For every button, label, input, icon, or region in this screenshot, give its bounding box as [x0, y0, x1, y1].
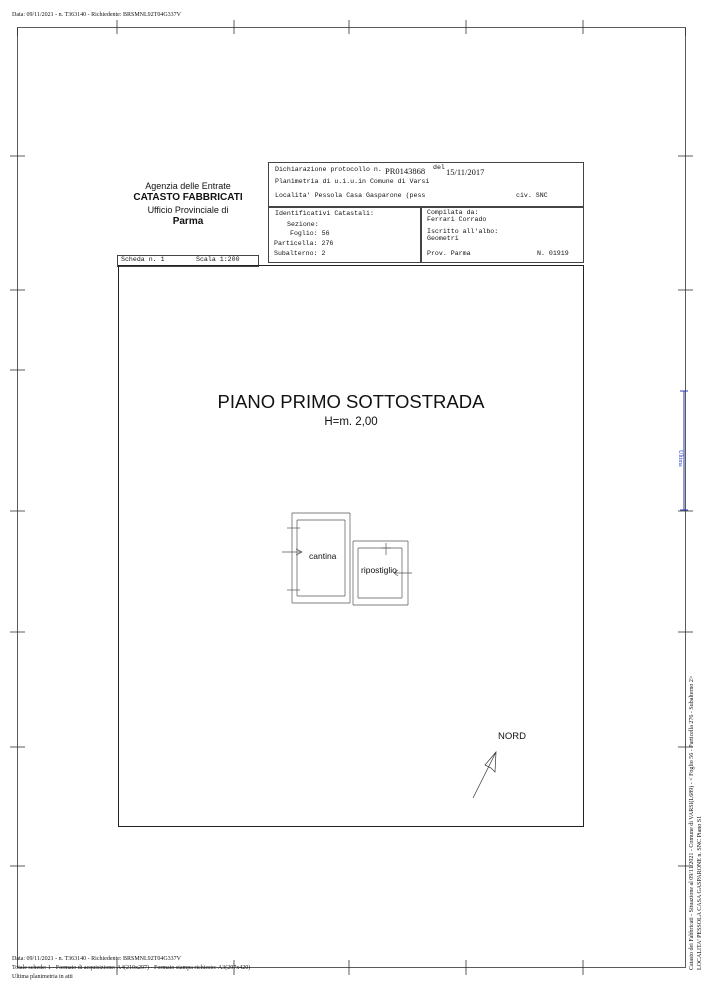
compiled-label: Compilata da: [427, 209, 479, 216]
agency-catasto: CATASTO FABBRICATI [133, 192, 243, 203]
locality-text: Localita' Pessola Casa Gasparone (pess [275, 192, 426, 199]
sheet-field: Foglio: 56 [290, 230, 330, 237]
register-label: Iscritto all'albo: [427, 228, 499, 235]
planimetry-text: Planimetria di u.i.u.in Comune di Varsi [275, 178, 430, 185]
side-text [688, 676, 704, 970]
date-label: del [433, 164, 445, 171]
agency-city: Parma [172, 216, 204, 227]
plan-height: H=m. 2,00 [324, 416, 378, 428]
side-text-line1: Catasto dei Fabbricati - Situazione al 09/11/2021 - Comune di VARSI(L689) - < Foglio 56 - Particella 276 - Subalterno 2> [689, 675, 695, 970]
agency-office: Ufficio Provinciale di [147, 205, 229, 215]
subordinate-field: Subalterno: 2 [274, 250, 326, 257]
scheda-number: Scheda n. 1 [121, 256, 165, 263]
province-field: Prov. Parma [427, 250, 471, 257]
agency-name: Agenzia delle Entrate [145, 181, 231, 191]
footer-line1: Data: 09/11/2021 - n. T363140 - Richiedente: BRSMNL92T04G337V [12, 956, 181, 962]
room-label-cantina: cantina [309, 551, 337, 561]
plan-title: PIANO PRIMO SOTTOSTRADA [217, 391, 485, 412]
footer-line3: Ultima planimetria in atti [12, 974, 73, 980]
right-stamp: Ultima [677, 450, 683, 467]
parcel-field: Particella: 276 [274, 240, 334, 247]
north-label: NORD [498, 731, 526, 742]
compiled-name: Ferrari Corrado [427, 216, 487, 223]
footer [12, 955, 250, 982]
register-value: Geometri [427, 235, 459, 242]
protocol-value: PR0143868 [385, 166, 426, 176]
identifiers-title: Identificativi Catastali: [275, 210, 374, 217]
date-value: 15/11/2017 [446, 167, 485, 177]
room-label-ripostiglio: ripostiglio [361, 565, 397, 575]
top-header: Data: 09/11/2021 - n. T363140 - Richiedente: BRSMNL92T04G337V [12, 12, 181, 18]
number-field: N. 01919 [537, 250, 569, 257]
scale-text: Scala 1:200 [196, 256, 240, 263]
section-field: Sezione: [287, 221, 319, 228]
civic-text: civ. SNC [516, 192, 548, 199]
side-text-line2: LOCALITA' PESSOLA CASA GASPARONE n. SNC Piano S1 [697, 815, 703, 970]
footer-line2: Totale schede: 1 - Formato di acquisizione: A4(210x297) - Formato stampa richiesto: A3(297x420) [12, 965, 251, 971]
protocol-label: Dichiarazione protocollo n. [275, 166, 382, 173]
